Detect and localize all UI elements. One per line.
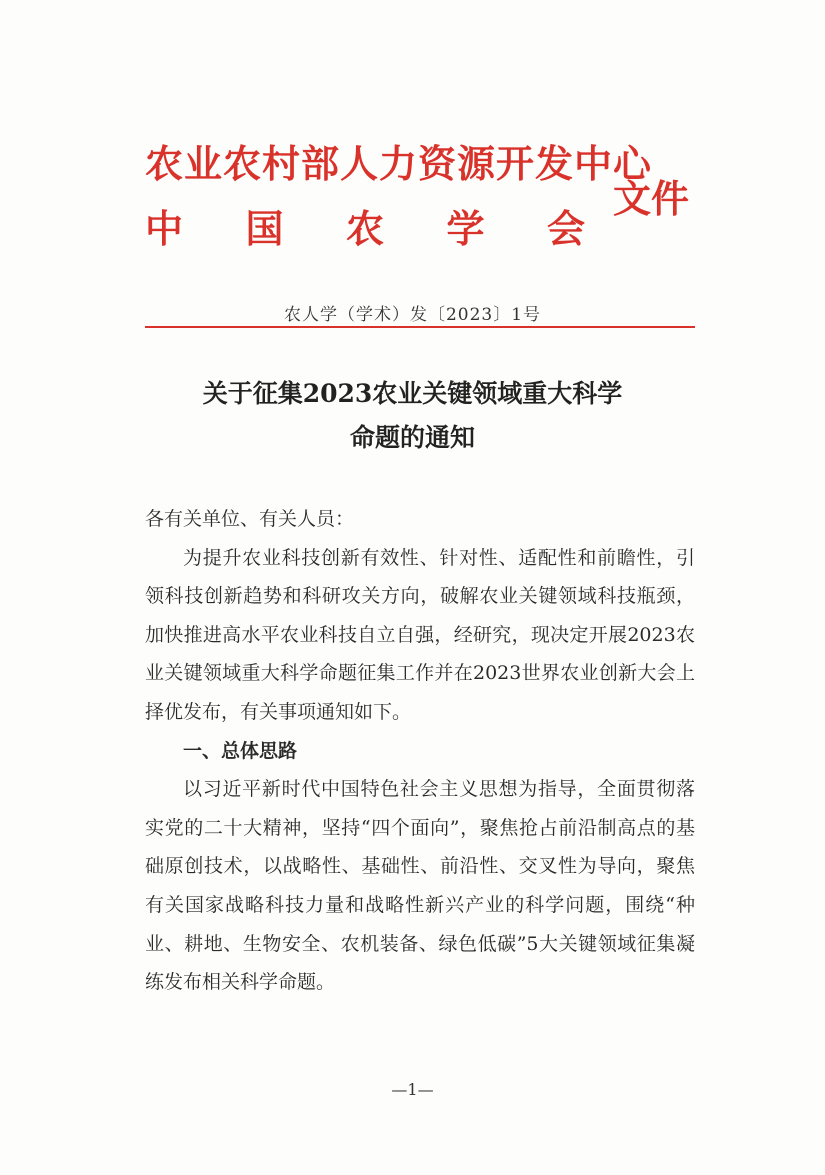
title-line-2: 命题的通知 <box>349 423 475 452</box>
section-heading: 一、总体思路 <box>183 739 298 762</box>
title-line-1: 关于征集2023农业关键领域重大科学 <box>202 379 623 408</box>
issuing-org-char: 会 <box>546 206 585 251</box>
intro-paragraph: 为提升农业科技创新有效性、针对性、适配性和前瞻性，引领科技创新趋势和科研攻关方向，破解农业关键领域科技瓶颈，加快推进高水平农业科技自立自强，经研究，现决定开展2023农业关键领域重大科学命题征集工作并在2023世界农业创新大会上择优发布，有关事项通知如下。 <box>145 546 695 723</box>
issuing-org-line2 <box>145 198 585 253</box>
salutation: 各有关单位、有关人员： <box>145 508 355 530</box>
issuing-org-line1: 农业农村部人力资源开发中心 <box>145 141 653 186</box>
issuing-org-char: 学 <box>446 206 485 251</box>
document-label: 文件 <box>613 176 690 221</box>
page-number: —1— <box>391 1080 434 1099</box>
document-body <box>145 500 695 1002</box>
document-title <box>0 372 825 460</box>
issuing-org-char: 农 <box>345 206 384 251</box>
red-divider <box>145 326 695 328</box>
issuing-org-char: 国 <box>245 206 284 251</box>
document-number: 农人学（学术）发〔2023〕1号 <box>283 305 542 325</box>
section-paragraph: 以习近平新时代中国特色社会主义思想为指导，全面贯彻落实党的二十大精神，坚持“四个面向”，聚焦抢占前沿制高点的基础原创技术，以战略性、基础性、前沿性、交叉性为导向，聚焦有关国家战略科技力量和战略性新兴产业的科学问题，围绕“种业、耕地、生物安全、农机装备、绿色低碳”5大关键领域征集凝练发布相关科学命题。 <box>145 778 695 994</box>
issuing-org-char: 中 <box>145 206 184 251</box>
